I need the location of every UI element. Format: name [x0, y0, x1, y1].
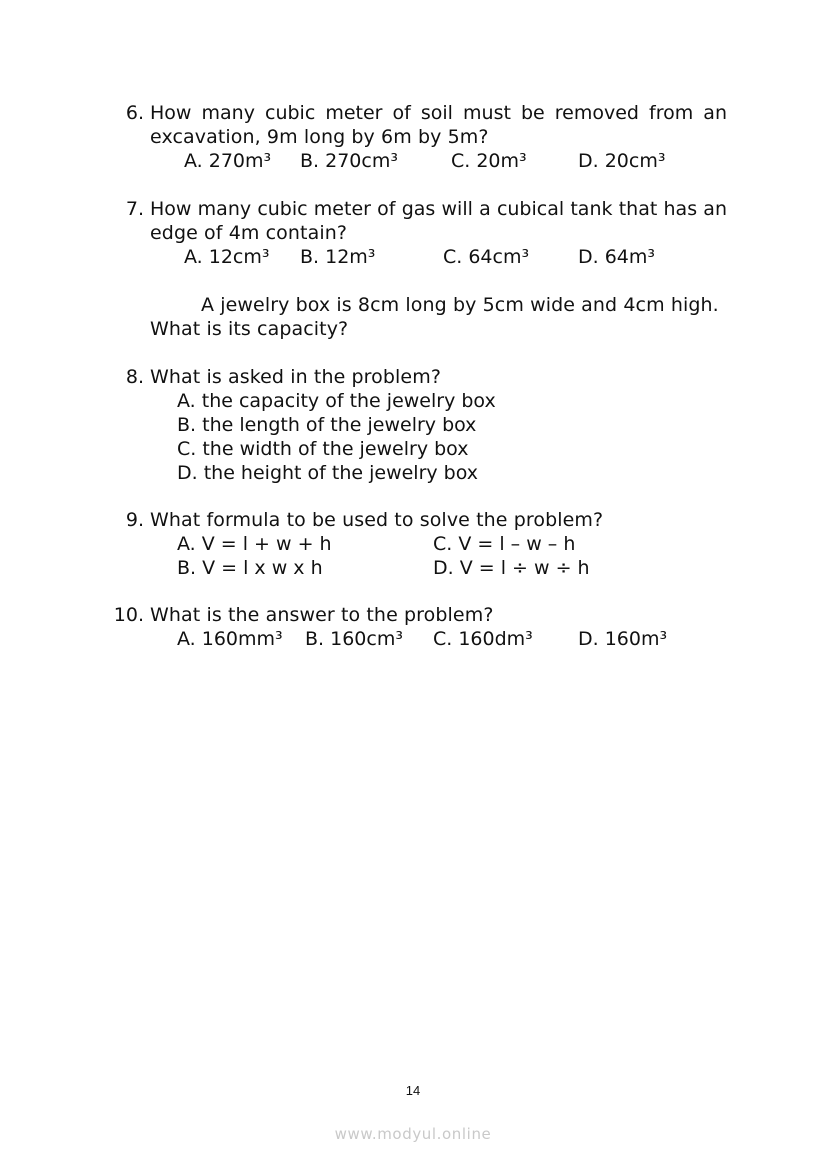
question-8-option-d: D. the height of the jewelry box [177, 462, 479, 484]
page-number: 14 [405, 1083, 421, 1098]
question-7-text-line-2: edge of 4m contain? [150, 222, 348, 244]
question-7-option-c: C. 64cm³ [443, 246, 530, 268]
question-6-number: 6. [125, 102, 144, 124]
problem-statement-line-2: What is its capacity? [150, 318, 349, 340]
question-10-option-d: D. 160m³ [578, 628, 668, 650]
question-6-text-line-1: How many cubic meter of soil must be removed from an [150, 102, 727, 124]
question-10-number: 10. [113, 604, 144, 626]
question-7-option-a: A. 12cm³ [184, 246, 270, 268]
watermark: www.modyul.online [334, 1125, 492, 1143]
question-6-option-a: A. 270m³ [184, 150, 272, 172]
question-8-option-b: B. the length of the jewelry box [177, 414, 477, 436]
question-10-option-a: A. 160mm³ [177, 628, 283, 650]
question-6-text-line-2: excavation, 9m long by 6m by 5m? [150, 126, 489, 148]
question-9-option-d: D. V = l ÷ w ÷ h [433, 557, 590, 579]
question-9-option-a: A. V = l + w + h [177, 533, 332, 555]
question-10-option-c: C. 160dm³ [433, 628, 533, 650]
question-10-text: What is the answer to the problem? [150, 604, 494, 626]
question-6-option-c: C. 20m³ [451, 150, 527, 172]
question-9-number: 9. [125, 509, 144, 531]
question-9-option-c: C. V = l – w – h [433, 533, 576, 555]
question-6-option-d: D. 20cm³ [578, 150, 666, 172]
question-7-number: 7. [125, 198, 144, 220]
question-9-text: What formula to be used to solve the problem? [150, 509, 604, 531]
question-6-option-b: B. 270cm³ [300, 150, 398, 172]
question-8-option-a: A. the capacity of the jewelry box [177, 390, 496, 412]
question-8-text: What is asked in the problem? [150, 366, 442, 388]
question-10-option-b: B. 160cm³ [305, 628, 403, 650]
question-7-option-d: D. 64m³ [578, 246, 656, 268]
question-8-number: 8. [125, 366, 144, 388]
question-7-option-b: B. 12m³ [300, 246, 376, 268]
question-7-text-line-1: How many cubic meter of gas will a cubical tank that has an [150, 198, 727, 220]
question-8-option-c: C. the width of the jewelry box [177, 438, 469, 460]
question-9-option-b: B. V = l x w x h [177, 557, 323, 579]
problem-statement-line-1: A jewelry box is 8cm long by 5cm wide and 4cm high. [201, 294, 719, 316]
